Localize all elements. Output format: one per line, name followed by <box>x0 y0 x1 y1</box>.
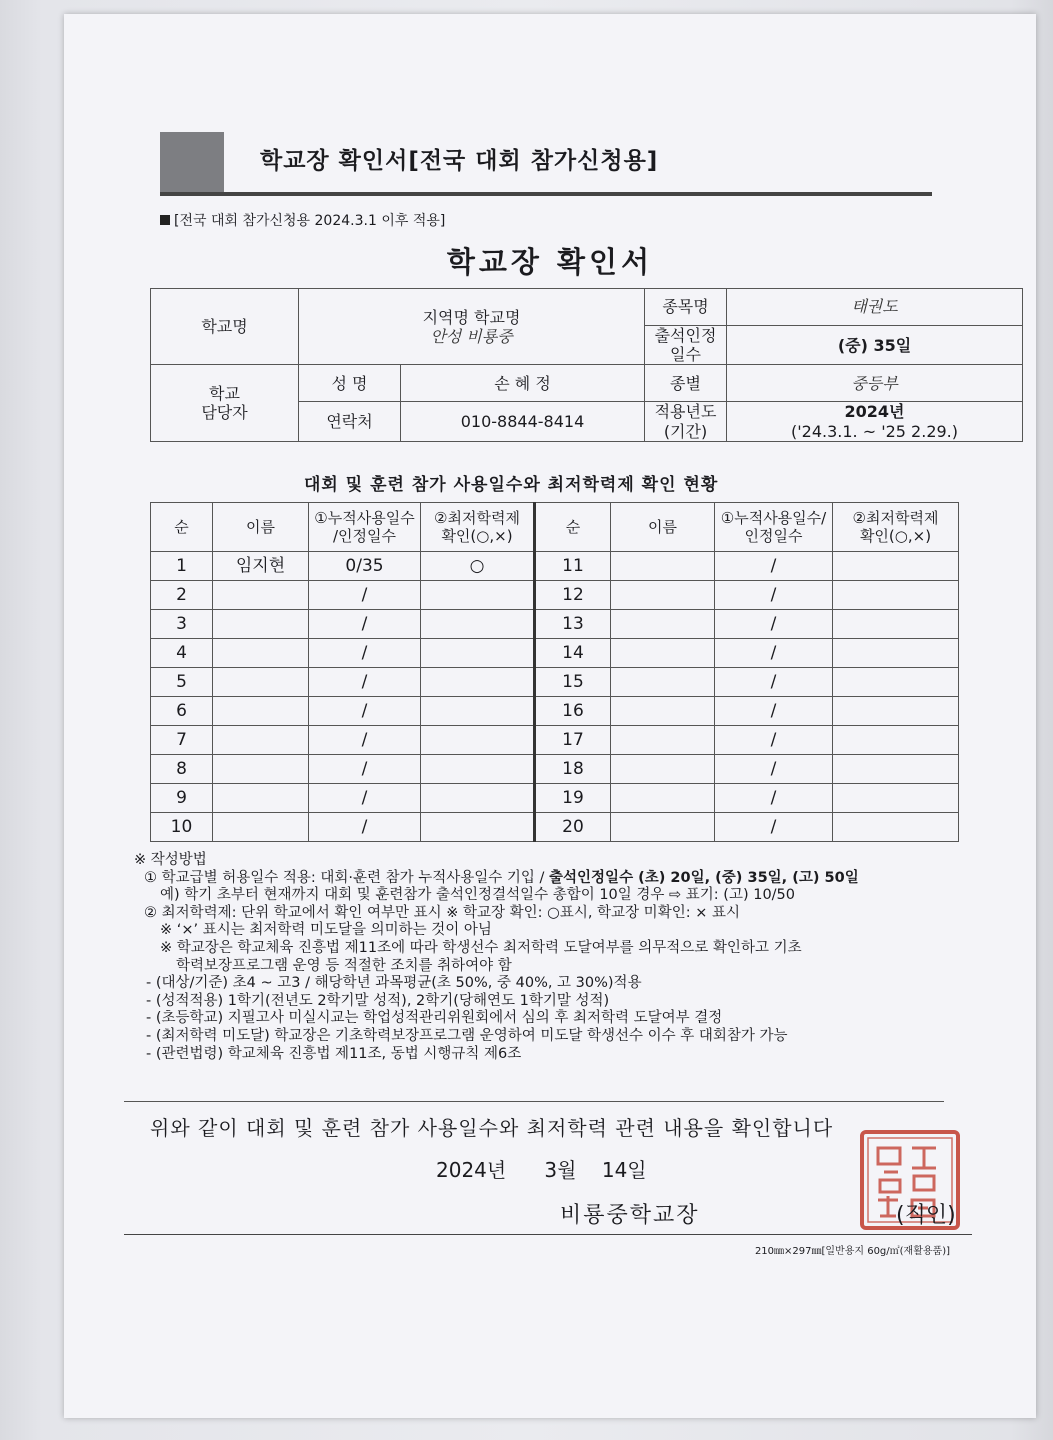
date-month: 3월 <box>544 1158 577 1182</box>
divider <box>124 1101 944 1102</box>
col-check: ②최저학력제 확인(○,×) <box>421 503 535 552</box>
table-row: 2 / 12 / <box>151 581 959 610</box>
table-row: 7 / 17 / <box>151 726 959 755</box>
header-title: 학교장 확인서[전국 대회 참가신청용] <box>260 148 659 174</box>
table-row: 1 임지현 0/35 ○ 11 / <box>151 552 959 581</box>
category-label: 종별 <box>645 365 727 402</box>
table-row: 10 / 20 / <box>151 813 959 842</box>
header-underline <box>160 192 932 196</box>
header-block <box>160 132 224 192</box>
col-name-right: 이름 <box>611 503 715 552</box>
period-value: ('24.3.1. ~ '25 2.29.) <box>791 421 959 441</box>
table-row: 5 / 15 / <box>151 668 959 697</box>
manager-label: 학교 담당자 <box>151 365 299 441</box>
note-2-b-cont: 학력보장프로그램 운영 등 적절한 조치를 취하여야 함 <box>176 957 512 974</box>
detail-5: - (관련법령) 학교체육 진흥법 제11조, 동법 시행규칙 제6조 <box>146 1045 522 1062</box>
contact-label: 연락처 <box>299 402 401 441</box>
info-table <box>150 288 1023 442</box>
table-row: 8 / 18 / <box>151 755 959 784</box>
sport-label: 종목명 <box>645 289 727 326</box>
note-1: ① 학교급별 허용일수 적용: 대회·훈련 참가 누적사용일수 기입 / 출석인정일수 (초) 20일, (중) 35일, (고) 50일 <box>144 869 859 886</box>
instructions <box>134 852 974 1063</box>
usage-table-header <box>151 503 959 552</box>
document-title: 학교장 확인서 <box>446 245 654 279</box>
usage-table <box>150 502 959 842</box>
confirm-statement: 위와 같이 대회 및 훈련 참가 사용일수와 최저학력 관련 내용을 확인합니다 <box>150 1116 834 1140</box>
school-label: 학교명 <box>151 289 299 365</box>
detail-1: - (대상/기준) 초4 ~ 고3 / 해당학년 과목평균(초 50%, 중 40%, 고 30%)적용 <box>146 975 642 992</box>
name-value: 손 혜 정 <box>401 365 645 402</box>
table-row: 4 / 14 / <box>151 639 959 668</box>
col-days: ①누적사용일수 /인정일수 <box>309 503 421 552</box>
col-days-right: ①누적사용일수/ 인정일수 <box>715 503 833 552</box>
date-year: 2024년 <box>436 1158 507 1182</box>
detail-4: - (최저학력 미도달) 학교장은 기초학력보장프로그램 운영하여 미도달 학생선수 이수 후 대회참가 가능 <box>146 1027 788 1044</box>
school-value: 안성 비룡중 <box>430 326 513 346</box>
table-row: 6 / 16 / <box>151 697 959 726</box>
col-check-right: ②최저학력제 확인(○,×) <box>833 503 959 552</box>
detail-2: - (성적적용) 1학기(전년도 2학기말 성적), 2학기(당해연도 1학기말 성적) <box>146 992 610 1009</box>
attend-value: (중) 35일 <box>727 326 1023 365</box>
name-label: 성 명 <box>299 365 401 402</box>
document-page <box>64 14 1036 1418</box>
section-title: 대회 및 훈련 참가 사용일수와 최저학력제 확인 현황 <box>304 475 719 495</box>
school-hint: 지역명 학교명 <box>422 307 521 327</box>
sport-value: 태권도 <box>727 289 1023 326</box>
category-value: 중등부 <box>727 365 1023 402</box>
school-cell <box>299 289 645 365</box>
issue-date <box>436 1154 647 1183</box>
note-1-example: 예) 학기 초부터 현재까지 대회 및 훈련참가 출석인정결석일수 총합이 10일 경우 ⇨ 표기: (고) 10/50 <box>160 887 796 904</box>
square-bullet-icon <box>160 215 170 225</box>
year-cell <box>727 402 1023 441</box>
principal-name: 비룡중학교장 <box>560 1203 700 1228</box>
form-version-note: [전국 대회 참가신청용 2024.3.1 이후 적용] <box>160 210 445 230</box>
notes-heading: ※ 작성방법 <box>134 852 207 868</box>
col-no-right: 순 <box>535 503 611 552</box>
seal-label: (직인) <box>896 1203 956 1228</box>
note-2: ② 최저학력제: 단위 학교에서 확인 여부만 표시 ※ 학교장 확인: ○표시, 학교장 미확인: × 표시 <box>144 904 740 921</box>
note-2-b: ※ 학교장은 학교체육 진흥법 제11조에 따라 학생선수 최저학력 도달여부를 의무적으로 확인하고 기초 <box>160 939 802 956</box>
date-day: 14일 <box>601 1158 647 1182</box>
note-2-a: ※ ‘×’ 표시는 최저학력 미도달을 의미하는 것이 아님 <box>160 922 492 939</box>
year-value: 2024년 <box>844 402 905 422</box>
detail-3: - (초등학교) 지필고사 미실시교는 학업성적관리위원회에서 심의 후 최저학력 도달여부 결정 <box>146 1010 723 1027</box>
table-row: 3 / 13 / <box>151 610 959 639</box>
year-label: 적용년도 (기간) <box>645 402 727 441</box>
footer-divider <box>124 1234 972 1235</box>
contact-value: 010-8844-8414 <box>401 402 645 441</box>
paper-spec: 210㎜×297㎜[일반용지 60g/㎡(재활용품)] <box>754 1246 950 1257</box>
col-no: 순 <box>151 503 213 552</box>
col-name: 이름 <box>213 503 309 552</box>
table-row: 9 / 19 / <box>151 784 959 813</box>
attend-label: 출석인정 일수 <box>645 326 727 365</box>
